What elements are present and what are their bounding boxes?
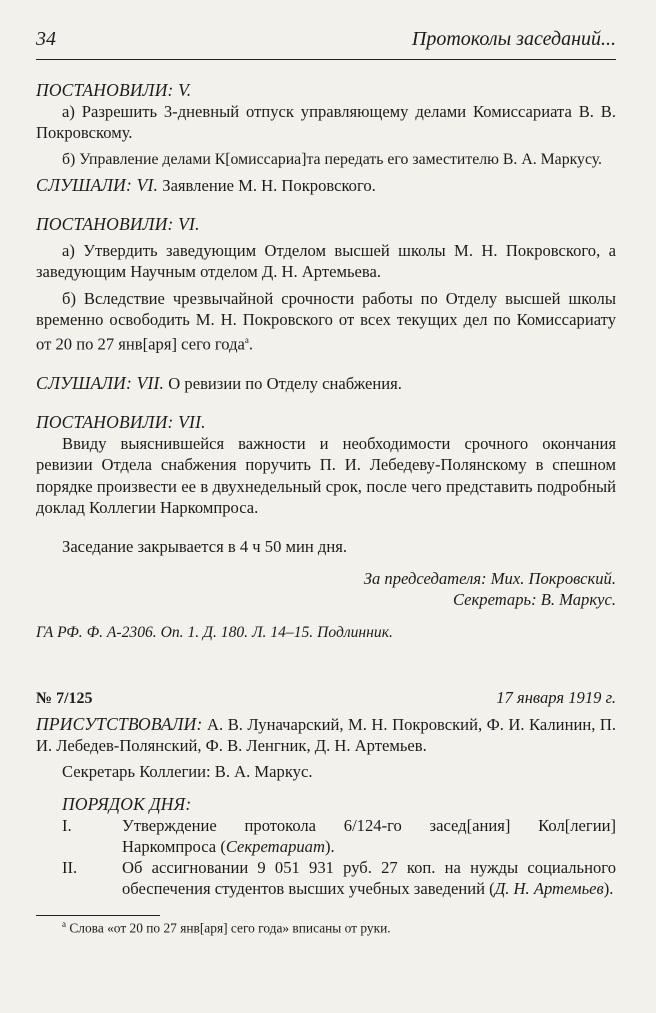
resolved-vi-item-b-text: б) Вследствие чрезвычайной срочности работы по Отделу высшей школы временно освободить М. Н. Покровского от всех текущих дел по Комиссариату от 20 по 27 янв[аря] сего года bbox=[36, 288, 616, 354]
resolved-vi-item-b: б) Вследствие чрезвычайной срочности работы по Отделу высшей школы временно освободить М. Н. Покровского от всех текущих дел по Комиссариату от 20 по 27 янв[аря] сего года$^а$. bbox=[36, 288, 616, 354]
agenda-item-body: Утверждение протокола 6/124-го засед[ания] Кол[легии] Наркомпроса ( bbox=[122, 815, 616, 857]
agenda-item-speaker: Секретариат bbox=[225, 837, 325, 857]
footnote-text: Слова «от 20 по 27 янв[аря] сего года» вписаны от руки. bbox=[69, 920, 391, 936]
running-header bbox=[36, 28, 616, 51]
heard-vi-text: Заявление М. Н. Покровского. bbox=[162, 175, 376, 195]
resolved-vi-item-a: а) Утвердить заведующим Отделом высшей школы М. Н. Покровского, а заведующим Научным отделом Д. Н. Артемьева. bbox=[36, 241, 616, 282]
heard-vii-text: О ревизии по Отделу снабжения. bbox=[168, 373, 402, 393]
present-list bbox=[36, 714, 616, 756]
secretary-signature: Секретарь: В. Маркус. bbox=[452, 590, 616, 610]
document-date: 17 января 1919 г. bbox=[496, 687, 616, 707]
document-body bbox=[36, 80, 616, 900]
header-rule bbox=[36, 59, 616, 60]
heard-vii bbox=[36, 373, 616, 394]
heard-vi bbox=[36, 175, 616, 196]
heard-vii-label: СЛУШАЛИ: VII. bbox=[36, 372, 165, 393]
footnote-rule bbox=[36, 915, 160, 916]
agenda-item-text bbox=[122, 815, 616, 857]
chair-signature: За председателя: Мих. Покровский. bbox=[363, 569, 616, 589]
agenda-item-body: Об ассигновании 9 051 931 руб. 27 коп. на нужды социального обеспечения студентов высших учебных заведений ( bbox=[122, 858, 616, 899]
resolved-vii-label: ПОСТАНОВИЛИ: VII. bbox=[36, 411, 206, 432]
running-title: Протоколы заседаний... bbox=[411, 28, 616, 50]
resolved-v-label: ПОСТАНОВИЛИ: V. bbox=[36, 80, 192, 100]
agenda-item bbox=[36, 815, 616, 857]
agenda-item-speaker: Д. Н. Артемьев bbox=[494, 879, 604, 899]
agenda-label: ПОРЯДОК ДНЯ: bbox=[62, 793, 192, 814]
resolved-vi-label: ПОСТАНОВИЛИ: VI. bbox=[36, 214, 200, 235]
resolved-v-item-a: а) Разрешить 3-дневный отпуск управляющему делами Комиссариата В. В. Покровскому. bbox=[36, 102, 616, 143]
footnote-reference: а bbox=[244, 335, 249, 346]
agenda-item bbox=[36, 857, 616, 899]
agenda-item-end: ). bbox=[324, 837, 335, 857]
resolved-v-item-b: б) Управление делами К[омиссариа]та передать его заместителю В. А. Маркусу. bbox=[62, 150, 603, 168]
agenda-item-number: II. bbox=[62, 858, 78, 878]
resolved-vii-text: Ввиду выяснившейся важности и необходимости срочного окончания ревизии Отдела снабжения поручить П. И. Лебедеву-Полянскому в спешном порядке произвести ее в двухнедельный срок, после чего представить подробный доклад Коллегии Наркомпроса. bbox=[36, 434, 616, 517]
heard-vi-label: СЛУШАЛИ: VI. bbox=[36, 174, 159, 195]
archive-reference: ГА РФ. Ф. А-2306. Оп. 1. Д. 180. Л. 14–15. Подлинник. bbox=[36, 623, 393, 641]
footnote-mark: а bbox=[62, 919, 66, 929]
agenda-item-end: ). bbox=[603, 879, 614, 899]
closing-text: Заседание закрывается в 4 ч 50 мин дня. bbox=[62, 536, 348, 556]
agenda-item-number: I. bbox=[62, 815, 72, 835]
document-number: № 7/125 bbox=[36, 689, 93, 707]
collegium-secretary: Секретарь Коллегии: В. А. Маркус. bbox=[62, 762, 313, 782]
present-text: А. В. Луначарский, М. Н. Покровский, Ф. И. Калинин, П. И. Лебедев-Полянский, Ф. В. Ленгник, Д. Н. Артемьев. bbox=[36, 715, 617, 756]
present-label: ПРИСУТСТВОВАЛИ: bbox=[36, 714, 203, 734]
page-number: 34 bbox=[36, 28, 56, 50]
agenda-item-text bbox=[122, 857, 616, 899]
document-number-row bbox=[36, 665, 616, 709]
footnote bbox=[62, 919, 391, 936]
